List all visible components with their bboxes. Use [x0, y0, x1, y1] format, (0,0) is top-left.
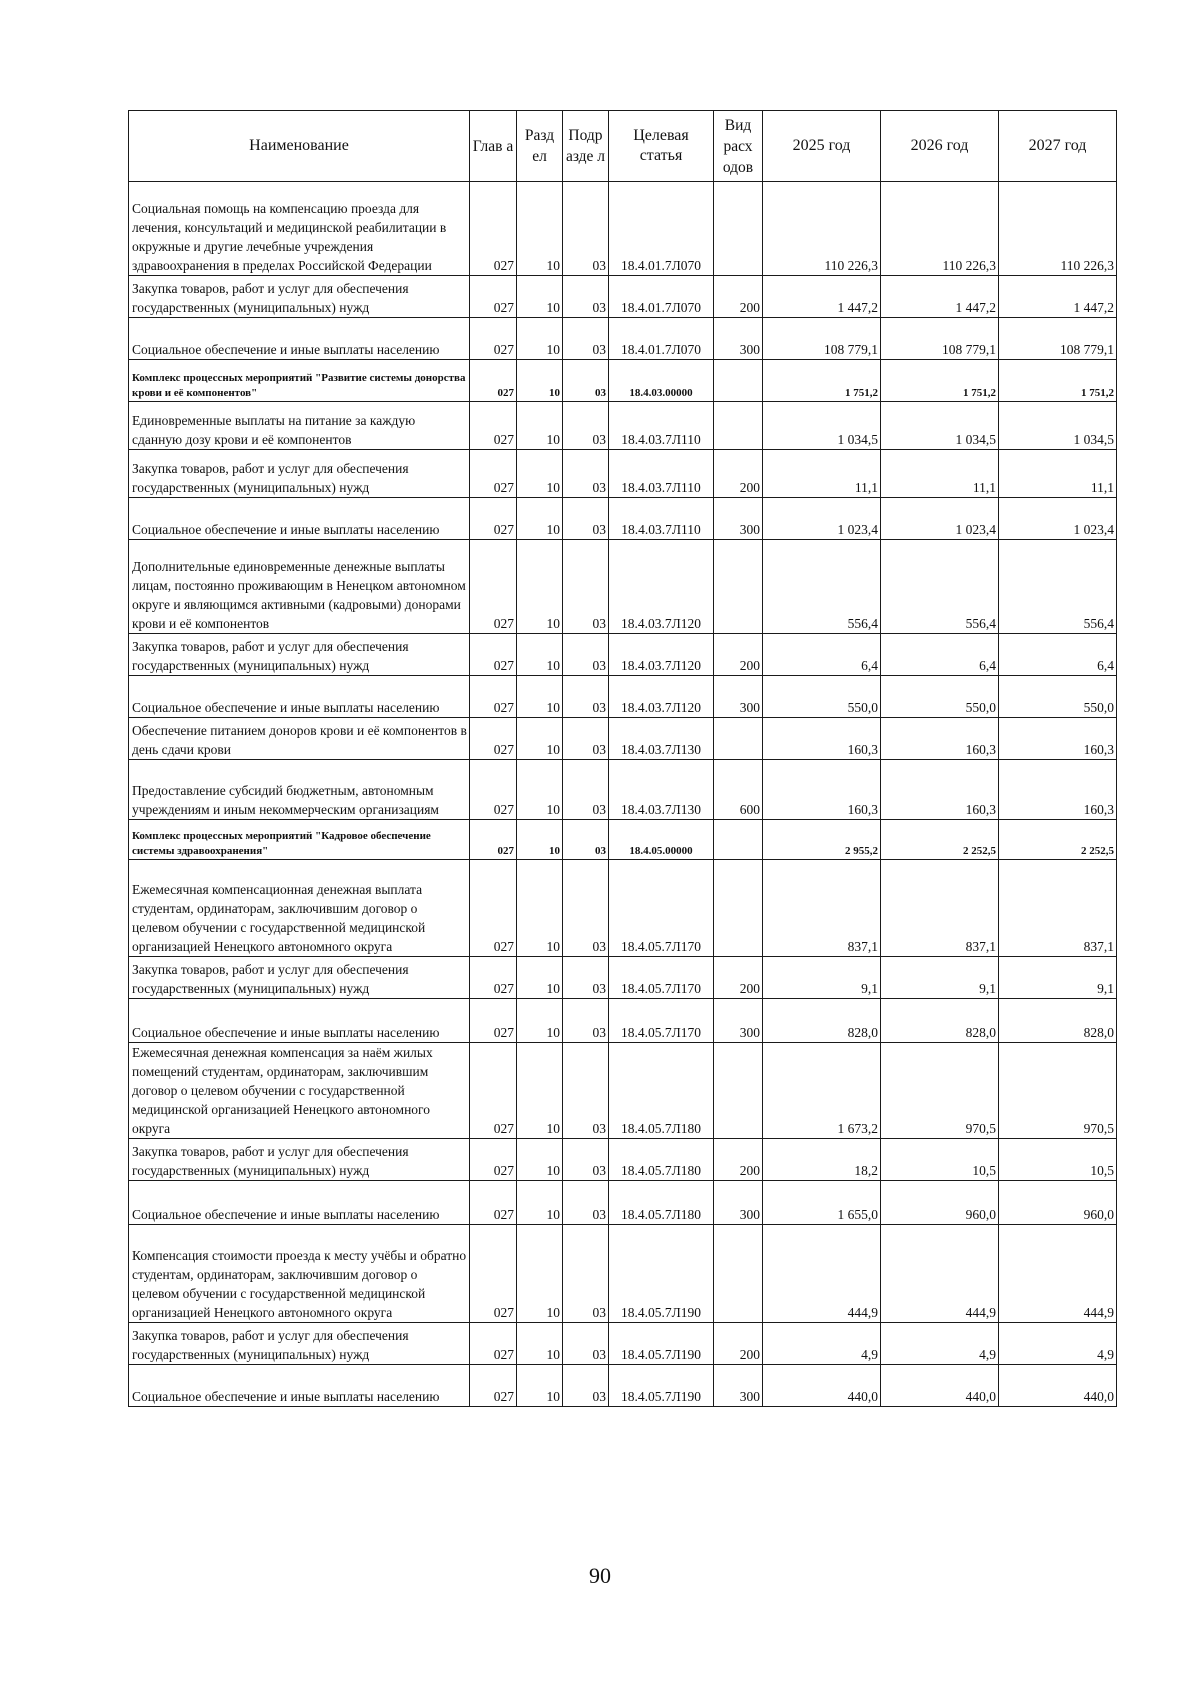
cell-podrazdel: 03 [563, 1043, 609, 1139]
cell-y2027: 110 226,3 [999, 182, 1117, 276]
cell-y2025: 828,0 [763, 999, 881, 1043]
cell-vid: 300 [714, 1365, 763, 1407]
cell-vid: 200 [714, 957, 763, 999]
cell-target: 18.4.03.00000 [609, 360, 714, 402]
cell-y2026: 444,9 [881, 1225, 999, 1323]
cell-target: 18.4.03.7Л110 [609, 498, 714, 540]
cell-y2025: 556,4 [763, 540, 881, 634]
cell-vid: 300 [714, 999, 763, 1043]
cell-y2026: 1 023,4 [881, 498, 999, 540]
cell-y2025: 108 779,1 [763, 318, 881, 360]
cell-glava: 027 [470, 540, 517, 634]
cell-y2026: 6,4 [881, 634, 999, 676]
cell-glava: 027 [470, 402, 517, 450]
cell-y2027: 970,5 [999, 1043, 1117, 1139]
cell-vid [714, 182, 763, 276]
cell-y2026: 960,0 [881, 1181, 999, 1225]
cell-razdel: 10 [517, 450, 563, 498]
header-2027: 2027 год [999, 111, 1117, 182]
cell-razdel: 10 [517, 860, 563, 957]
cell-target: 18.4.03.7Л110 [609, 450, 714, 498]
cell-glava: 027 [470, 318, 517, 360]
cell-vid [714, 718, 763, 760]
cell-podrazdel: 03 [563, 1365, 609, 1407]
table-row [129, 1139, 1117, 1181]
cell-target: 18.4.05.7Л190 [609, 1323, 714, 1365]
cell-y2025: 1 673,2 [763, 1043, 881, 1139]
cell-razdel: 10 [517, 760, 563, 820]
header-podrazdel: Подр азде л [563, 111, 609, 182]
cell-y2025: 1 751,2 [763, 360, 881, 402]
cell-razdel: 10 [517, 1365, 563, 1407]
cell-y2025: 6,4 [763, 634, 881, 676]
cell-glava: 027 [470, 718, 517, 760]
cell-razdel: 10 [517, 957, 563, 999]
cell-vid [714, 820, 763, 860]
cell-target: 18.4.03.7Л130 [609, 718, 714, 760]
cell-razdel: 10 [517, 182, 563, 276]
cell-name: Закупка товаров, работ и услуг для обеспечения государственных (муниципальных) нужд [129, 957, 470, 999]
cell-vid: 300 [714, 498, 763, 540]
cell-name: Социальное обеспечение и иные выплаты населению [129, 1365, 470, 1407]
cell-podrazdel: 03 [563, 318, 609, 360]
cell-y2026: 1 034,5 [881, 402, 999, 450]
cell-y2027: 444,9 [999, 1225, 1117, 1323]
cell-y2025: 550,0 [763, 676, 881, 718]
table-row [129, 1043, 1117, 1139]
cell-y2026: 837,1 [881, 860, 999, 957]
cell-y2026: 440,0 [881, 1365, 999, 1407]
cell-y2027: 108 779,1 [999, 318, 1117, 360]
cell-name: Ежемесячная денежная компенсация за наём жилых помещений студентам, ординаторам, заключившим договор о целевом обучении с государственной медицинской организацией Ненецкого автономного округа [129, 1043, 470, 1139]
cell-podrazdel: 03 [563, 402, 609, 450]
cell-y2025: 1 447,2 [763, 276, 881, 318]
cell-vid [714, 402, 763, 450]
cell-y2026: 1 447,2 [881, 276, 999, 318]
cell-name: Закупка товаров, работ и услуг для обеспечения государственных (муниципальных) нужд [129, 450, 470, 498]
cell-glava: 027 [470, 999, 517, 1043]
cell-target: 18.4.05.7Л180 [609, 1181, 714, 1225]
cell-razdel: 10 [517, 1225, 563, 1323]
table-row [129, 718, 1117, 760]
cell-name: Ежемесячная компенсационная денежная выплата студентам, ординаторам, заключившим договор о целевом обучении с государственной медицинской организацией Ненецкого автономного округа [129, 860, 470, 957]
cell-podrazdel: 03 [563, 450, 609, 498]
cell-vid: 200 [714, 450, 763, 498]
cell-glava: 027 [470, 1043, 517, 1139]
cell-glava: 027 [470, 676, 517, 718]
table-row [129, 450, 1117, 498]
cell-vid [714, 860, 763, 957]
cell-vid [714, 540, 763, 634]
table-row [129, 760, 1117, 820]
cell-razdel: 10 [517, 1043, 563, 1139]
header-vid: Вид расх одов [714, 111, 763, 182]
table-row [129, 1365, 1117, 1407]
cell-razdel: 10 [517, 634, 563, 676]
cell-target: 18.4.05.00000 [609, 820, 714, 860]
cell-y2027: 1 751,2 [999, 360, 1117, 402]
cell-y2026: 10,5 [881, 1139, 999, 1181]
cell-y2026: 970,5 [881, 1043, 999, 1139]
cell-y2027: 440,0 [999, 1365, 1117, 1407]
cell-name: Комплекс процессных мероприятий "Кадровое обеспечение системы здравоохранения" [129, 820, 470, 860]
cell-target: 18.4.05.7Л180 [609, 1139, 714, 1181]
cell-podrazdel: 03 [563, 820, 609, 860]
cell-razdel: 10 [517, 318, 563, 360]
cell-podrazdel: 03 [563, 1139, 609, 1181]
cell-y2027: 1 034,5 [999, 402, 1117, 450]
cell-razdel: 10 [517, 540, 563, 634]
cell-target: 18.4.05.7Л170 [609, 957, 714, 999]
cell-vid [714, 1225, 763, 1323]
cell-y2027: 1 023,4 [999, 498, 1117, 540]
cell-name: Закупка товаров, работ и услуг для обеспечения государственных (муниципальных) нужд [129, 1139, 470, 1181]
cell-podrazdel: 03 [563, 860, 609, 957]
cell-podrazdel: 03 [563, 182, 609, 276]
cell-razdel: 10 [517, 1139, 563, 1181]
cell-glava: 027 [470, 634, 517, 676]
cell-razdel: 10 [517, 402, 563, 450]
table-row [129, 676, 1117, 718]
table-row [129, 276, 1117, 318]
cell-y2025: 160,3 [763, 718, 881, 760]
cell-y2025: 1 034,5 [763, 402, 881, 450]
cell-y2026: 110 226,3 [881, 182, 999, 276]
cell-name: Предоставление субсидий бюджетным, автономным учреждениям и иным некоммерческим организациям [129, 760, 470, 820]
cell-y2027: 160,3 [999, 718, 1117, 760]
cell-glava: 027 [470, 1365, 517, 1407]
cell-y2026: 11,1 [881, 450, 999, 498]
cell-razdel: 10 [517, 276, 563, 318]
table-row [129, 540, 1117, 634]
table-row [129, 820, 1117, 860]
cell-y2027: 1 447,2 [999, 276, 1117, 318]
cell-vid: 300 [714, 318, 763, 360]
header-2025: 2025 год [763, 111, 881, 182]
cell-glava: 027 [470, 360, 517, 402]
header-name: Наименование [129, 111, 470, 182]
table-row [129, 498, 1117, 540]
cell-vid: 300 [714, 1181, 763, 1225]
cell-glava: 027 [470, 498, 517, 540]
cell-y2027: 160,3 [999, 760, 1117, 820]
cell-name: Социальное обеспечение и иные выплаты населению [129, 498, 470, 540]
table-row [129, 957, 1117, 999]
cell-podrazdel: 03 [563, 276, 609, 318]
cell-y2025: 440,0 [763, 1365, 881, 1407]
cell-vid: 600 [714, 760, 763, 820]
cell-podrazdel: 03 [563, 1181, 609, 1225]
table-row [129, 360, 1117, 402]
cell-y2025: 18,2 [763, 1139, 881, 1181]
cell-podrazdel: 03 [563, 498, 609, 540]
table-row [129, 182, 1117, 276]
cell-podrazdel: 03 [563, 999, 609, 1043]
cell-glava: 027 [470, 760, 517, 820]
cell-name: Обеспечение питанием доноров крови и её компонентов в день сдачи крови [129, 718, 470, 760]
cell-name: Единовременные выплаты на питание за каждую сданную дозу крови и её компонентов [129, 402, 470, 450]
cell-vid: 200 [714, 634, 763, 676]
cell-razdel: 10 [517, 1181, 563, 1225]
cell-y2027: 550,0 [999, 676, 1117, 718]
table-body [129, 182, 1117, 1407]
cell-razdel: 10 [517, 718, 563, 760]
cell-y2027: 960,0 [999, 1181, 1117, 1225]
cell-name: Закупка товаров, работ и услуг для обеспечения государственных (муниципальных) нужд [129, 276, 470, 318]
cell-y2025: 110 226,3 [763, 182, 881, 276]
cell-podrazdel: 03 [563, 760, 609, 820]
cell-target: 18.4.05.7Л170 [609, 999, 714, 1043]
cell-name: Компенсация стоимости проезда к месту учёбы и обратно студентам, ординаторам, заключившим договор о целевом обучении с государственной медицинской организацией Ненецкого автономного округа [129, 1225, 470, 1323]
cell-y2026: 9,1 [881, 957, 999, 999]
cell-name: Социальное обеспечение и иные выплаты населению [129, 1181, 470, 1225]
cell-y2025: 2 955,2 [763, 820, 881, 860]
cell-target: 18.4.03.7Л130 [609, 760, 714, 820]
cell-y2027: 10,5 [999, 1139, 1117, 1181]
cell-glava: 027 [470, 957, 517, 999]
cell-y2026: 1 751,2 [881, 360, 999, 402]
cell-y2025: 9,1 [763, 957, 881, 999]
cell-y2027: 4,9 [999, 1323, 1117, 1365]
cell-vid: 200 [714, 276, 763, 318]
cell-podrazdel: 03 [563, 676, 609, 718]
cell-target: 18.4.03.7Л120 [609, 540, 714, 634]
cell-y2027: 11,1 [999, 450, 1117, 498]
cell-vid: 200 [714, 1323, 763, 1365]
cell-y2026: 828,0 [881, 999, 999, 1043]
cell-razdel: 10 [517, 676, 563, 718]
table-row [129, 860, 1117, 957]
table-row [129, 1323, 1117, 1365]
cell-target: 18.4.05.7Л190 [609, 1225, 714, 1323]
cell-target: 18.4.03.7Л120 [609, 634, 714, 676]
cell-glava: 027 [470, 1323, 517, 1365]
table-header-row [129, 111, 1117, 182]
cell-vid: 200 [714, 1139, 763, 1181]
cell-razdel: 10 [517, 1323, 563, 1365]
cell-razdel: 10 [517, 498, 563, 540]
cell-vid [714, 1043, 763, 1139]
cell-y2026: 2 252,5 [881, 820, 999, 860]
cell-glava: 027 [470, 1139, 517, 1181]
cell-name: Социальное обеспечение и иные выплаты населению [129, 318, 470, 360]
cell-y2025: 11,1 [763, 450, 881, 498]
cell-target: 18.4.01.7Л070 [609, 276, 714, 318]
cell-y2026: 4,9 [881, 1323, 999, 1365]
cell-vid [714, 360, 763, 402]
table-row [129, 1181, 1117, 1225]
cell-name: Социальное обеспечение и иные выплаты населению [129, 676, 470, 718]
header-target: Целевая статья [609, 111, 714, 182]
cell-glava: 027 [470, 860, 517, 957]
cell-target: 18.4.01.7Л070 [609, 318, 714, 360]
cell-glava: 027 [470, 1181, 517, 1225]
cell-target: 18.4.01.7Л070 [609, 182, 714, 276]
table-row [129, 318, 1117, 360]
cell-podrazdel: 03 [563, 540, 609, 634]
cell-name: Комплекс процессных мероприятий "Развитие системы донорства крови и её компонентов" [129, 360, 470, 402]
cell-name: Закупка товаров, работ и услуг для обеспечения государственных (муниципальных) нужд [129, 1323, 470, 1365]
cell-y2027: 6,4 [999, 634, 1117, 676]
cell-y2026: 160,3 [881, 760, 999, 820]
cell-podrazdel: 03 [563, 957, 609, 999]
cell-y2025: 444,9 [763, 1225, 881, 1323]
cell-glava: 027 [470, 450, 517, 498]
header-razdel: Разд ел [517, 111, 563, 182]
cell-y2025: 160,3 [763, 760, 881, 820]
table-row [129, 999, 1117, 1043]
page-number: 90 [589, 1563, 611, 1588]
cell-podrazdel: 03 [563, 1323, 609, 1365]
cell-razdel: 10 [517, 360, 563, 402]
cell-glava: 027 [470, 1225, 517, 1323]
header-glava: Глав а [470, 111, 517, 182]
cell-target: 18.4.05.7Л180 [609, 1043, 714, 1139]
cell-y2027: 2 252,5 [999, 820, 1117, 860]
cell-target: 18.4.03.7Л120 [609, 676, 714, 718]
cell-glava: 027 [470, 276, 517, 318]
table-row [129, 402, 1117, 450]
cell-podrazdel: 03 [563, 360, 609, 402]
cell-name: Социальная помощь на компенсацию проезда для лечения, консультаций и медицинской реабилитации в окружные и другие лечебные учреждения здравоохранения в пределах Российской Федерации [129, 182, 470, 276]
cell-name: Социальное обеспечение и иные выплаты населению [129, 999, 470, 1043]
cell-target: 18.4.05.7Л190 [609, 1365, 714, 1407]
cell-target: 18.4.05.7Л170 [609, 860, 714, 957]
cell-name: Закупка товаров, работ и услуг для обеспечения государственных (муниципальных) нужд [129, 634, 470, 676]
cell-podrazdel: 03 [563, 1225, 609, 1323]
cell-podrazdel: 03 [563, 634, 609, 676]
cell-y2025: 837,1 [763, 860, 881, 957]
cell-target: 18.4.03.7Л110 [609, 402, 714, 450]
cell-name: Дополнительные единовременные денежные выплаты лицам, постоянно проживающим в Ненецком автономном округе и являющимся активными (кадровыми) донорами крови и её компонентов [129, 540, 470, 634]
cell-glava: 027 [470, 820, 517, 860]
header-2026: 2026 год [881, 111, 999, 182]
cell-y2026: 550,0 [881, 676, 999, 718]
cell-razdel: 10 [517, 820, 563, 860]
cell-y2025: 4,9 [763, 1323, 881, 1365]
budget-table [128, 110, 1117, 1407]
cell-podrazdel: 03 [563, 718, 609, 760]
cell-y2026: 556,4 [881, 540, 999, 634]
cell-y2027: 828,0 [999, 999, 1117, 1043]
cell-y2027: 837,1 [999, 860, 1117, 957]
cell-y2026: 108 779,1 [881, 318, 999, 360]
cell-razdel: 10 [517, 999, 563, 1043]
cell-y2027: 556,4 [999, 540, 1117, 634]
cell-y2025: 1 655,0 [763, 1181, 881, 1225]
cell-y2025: 1 023,4 [763, 498, 881, 540]
table-row [129, 634, 1117, 676]
cell-y2026: 160,3 [881, 718, 999, 760]
cell-y2027: 9,1 [999, 957, 1117, 999]
table-row [129, 1225, 1117, 1323]
cell-vid: 300 [714, 676, 763, 718]
cell-glava: 027 [470, 182, 517, 276]
